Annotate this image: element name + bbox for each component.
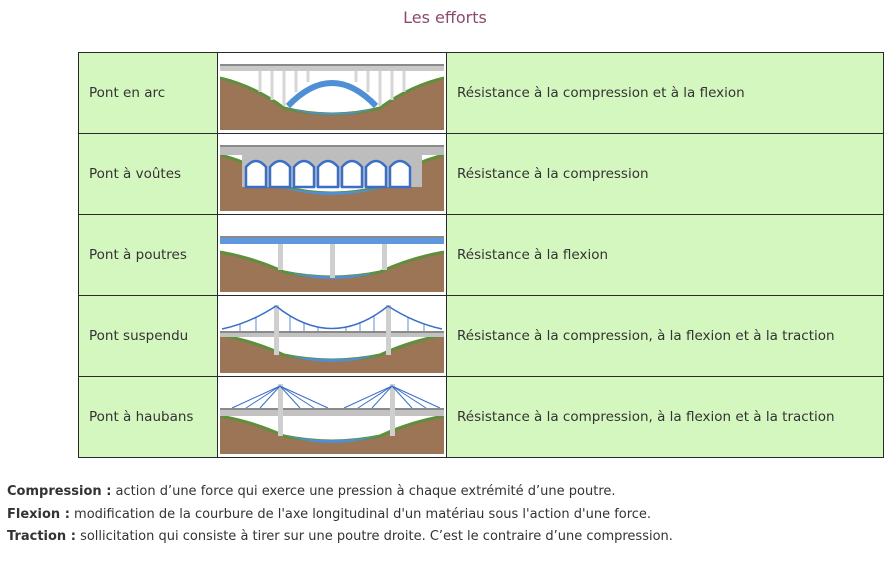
cable-stayed-bridge-illustration (218, 377, 447, 458)
arch-bridge-illustration (218, 53, 447, 134)
definition-text: sollicitation qui consiste à tirer sur une poutre droite. C’est le contraire d’une compression. (80, 529, 673, 544)
definition-text: action d’une force qui exerce une pression à chaque extrémité d’une poutre. (115, 484, 616, 499)
bridge-description: Résistance à la compression et à la flexion (447, 53, 884, 134)
page-title: Les efforts (403, 8, 487, 27)
bridge-description: Résistance à la flexion (447, 215, 884, 296)
vaulted-bridge-illustration (218, 134, 447, 215)
table-row (79, 296, 884, 377)
bridge-name: Pont à poutres (79, 215, 218, 296)
definition-text: modification de la courbure de l'axe longitudinal d'un matériau sous l'action d'une force. (74, 506, 652, 522)
table-row (79, 377, 884, 458)
definition-traction (7, 526, 673, 549)
definition-term: Traction : (7, 529, 76, 544)
table-row (79, 215, 884, 296)
table-row (79, 53, 884, 134)
definition-flexion (7, 504, 673, 527)
bridge-name: Pont à voûtes (79, 134, 218, 215)
definition-term: Compression : (7, 484, 112, 499)
bridge-name: Pont à haubans (79, 377, 218, 458)
bridge-name: Pont en arc (79, 53, 218, 134)
bridges-table (78, 52, 884, 458)
definitions (7, 481, 673, 549)
bridge-description: Résistance à la compression, à la flexion et à la traction (447, 296, 884, 377)
table-row (79, 134, 884, 215)
beam-bridge-illustration (218, 215, 447, 296)
definition-compression (7, 481, 673, 504)
definition-term: Flexion : (7, 506, 70, 522)
bridge-name: Pont suspendu (79, 296, 218, 377)
suspension-bridge-illustration (218, 296, 447, 377)
bridge-description: Résistance à la compression (447, 134, 884, 215)
bridge-description: Résistance à la compression, à la flexion et à la traction (447, 377, 884, 458)
